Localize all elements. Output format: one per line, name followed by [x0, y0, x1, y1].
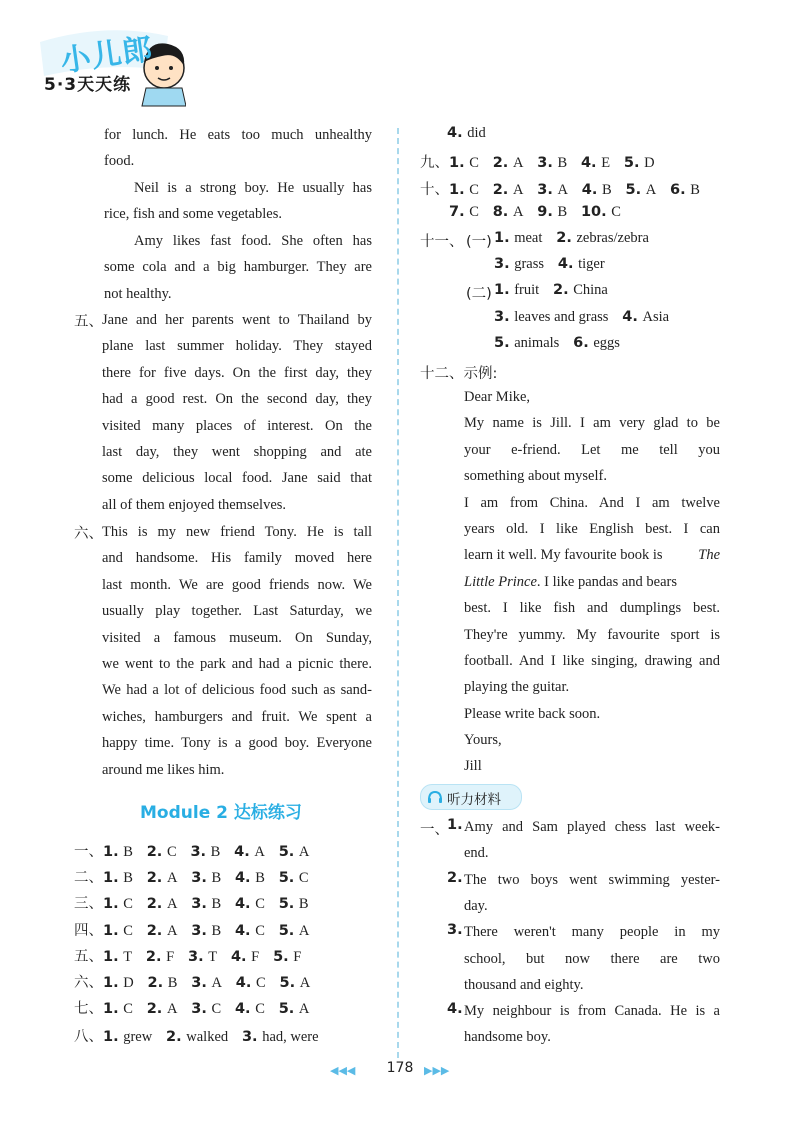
section-11-label: 十一、 [420, 234, 464, 250]
intro-paragraph: for lunch. He eats too much unhealthy food. [104, 127, 372, 170]
next-arrows-icon: ▶▶▶ [424, 1064, 450, 1077]
answer-4-did: 4. did [447, 125, 486, 141]
logo-subtitle: 5·3天天练 [44, 75, 132, 95]
headphones-icon [427, 790, 443, 804]
answer-row: 六、1. D 2. B 3. A 4. C 5. A [74, 975, 311, 991]
answer-row: 一、1. B 2. C 3. B 4. A 5. A [74, 844, 310, 860]
section-5-label: 五、 [74, 314, 103, 330]
section-12-label: 十二、示例: [420, 366, 498, 382]
logo-title: 小儿郎 [58, 31, 156, 80]
section-9-row: 九、1. C 2. A 3. B 4. E 5. D [420, 155, 655, 171]
module-title: Module 2 达标练习 [140, 803, 302, 823]
section-6-text: This is my new friend Tony. He is tall and handsome. His family moved here last month. We are good friends now. We usually play together. Last Saturday, we visited a famous museum. On Sunday, we went to the park and had a picnic there. We had a lot of delicious food such as sand- wiches, hamburgers and fruit. We spent a happy time. Tony is a good boy. Everyone around me likes him. [102, 524, 372, 778]
amy-paragraph: Amy likes fast food. She often has some cola and a big hamburger. They are not healthy. [104, 233, 372, 302]
sec11-row3: 1. fruit 2. China [494, 282, 608, 298]
column-divider [397, 128, 399, 1058]
answer-row: 五、1. T 2. F 3. T 4. F 5. F [74, 948, 302, 965]
listening-item-text: My neighbour is from Canada. He is a handsome boy. [464, 1003, 720, 1046]
neil-paragraph: Neil is a strong boy. He usually has rice, fish and some vegetables. [104, 180, 372, 223]
letter: Dear Mike, My name is Jill. I am very glad to be your e-friend. Let me tell you something about myself. I am from China. And I am twelve years old. I like English best. I can learn it well. My favourite book is The Little Prince. I like pandas and bears best. I like fish and dumplings best. They're yummy. My favourite sport is football. And I like singing, drawing and playing the guitar. Please write back soon. Yours, Jill [464, 389, 720, 775]
section-6-label: 六、 [74, 526, 103, 542]
listening-item-number: 2. [447, 869, 463, 886]
answer-row: 二、1. B 2. A 3. B 4. B 5. C [74, 870, 309, 887]
sec11-row5: 5. animals 6. eggs [494, 335, 620, 351]
listening-label: 一、 [420, 822, 449, 838]
listening-item-text: There weren't many people in my school, but now there are two thousand and eighty. [464, 924, 720, 993]
header [0, 0, 800, 110]
listening-item-text: Amy and Sam played chess last week- end. [464, 819, 720, 862]
section-10-row-b: 7. C 8. A 9. B 10. C [449, 204, 621, 220]
part-1-label: (一) [466, 234, 492, 250]
listening-item-text: The two boys went swimming yester- day. [464, 871, 720, 914]
listening-item-number: 4. [447, 1001, 463, 1018]
section-8-row: 八、1. grew 2. walked 3. had, were [74, 1029, 319, 1045]
listening-item-number: 3. [447, 922, 463, 939]
section-5-text: Jane and her parents went to Thailand by plane last summer holiday. They stayed there for five days. On the first day, they had a good rest. On the second day, they visited many places of interest. On the last day, they went shopping and ate some delicious local food. Jane said that all of them enjoyed themselves. [102, 312, 372, 513]
part-2-label: (二) [466, 286, 492, 302]
sec11-row1: 1. meat 2. zebras/zebra [494, 230, 649, 246]
answer-row: 四、1. C 2. A 3. B 4. C 5. A [74, 922, 310, 939]
answer-row: 三、1. C 2. A 3. B 4. C 5. B [74, 896, 309, 913]
sec11-row4: 3. leaves and grass 4. Asia [494, 309, 670, 325]
answer-row: 七、1. C 2. A 3. C 4. C 5. A [74, 1001, 310, 1018]
listening-tag: 听力材料 [420, 784, 522, 810]
prev-arrows-icon: ◀◀◀ [330, 1064, 356, 1077]
page-number: 178 [386, 1060, 414, 1076]
listening-item-number: 1. [447, 817, 463, 833]
section-10-row-a: 十、1. C 2. A 3. A 4. B 5. A 6. B [420, 182, 700, 198]
sec11-row2: 3. grass 4. tiger [494, 256, 605, 272]
